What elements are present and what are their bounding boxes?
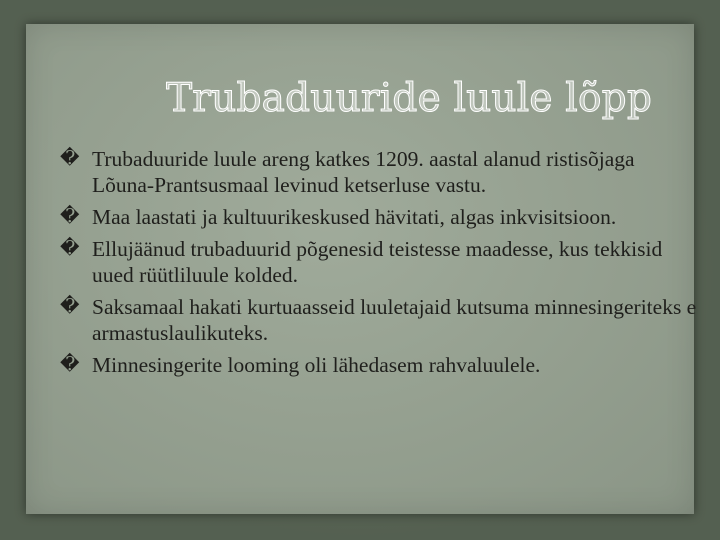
bullet-text: Maa laastati ja kultuurikeskused hävitati, algas inkvisitsioon. [92,205,617,229]
slide-content-panel [26,24,697,514]
bullet-icon: � [60,354,80,375]
bullet-text: Trubaduuride luule areng katkes 1209. aastal alanud ristisõjaga Lõuna-Prantsusmaal levinud ketserluse vastu. [92,147,635,197]
bullet-text: Saksamaal hakati kurtuaasseid luuletajaid kutsuma minnesingeriteks e armastuslaulikuteks. [92,295,697,345]
bullet-icon: � [60,296,80,317]
bullet-list [58,146,698,384]
bullet-icon: � [60,238,80,259]
bullet-item [58,294,698,346]
bullet-item [58,146,698,198]
bullet-text: Minnesingerite looming oli lähedasem rahvaluulele. [92,353,541,377]
slide-title: Trubaduuride luule lõpp [166,76,652,121]
bullet-icon: � [60,206,80,227]
bullet-text: Ellujäänud trubaduurid põgenesid teistesse maadesse, kus tekkisid uued rüütliluule kolded. [92,237,663,287]
bullet-icon: � [60,148,80,169]
bullet-item [58,236,698,288]
bullet-item [58,204,698,230]
bullet-item [58,352,698,378]
